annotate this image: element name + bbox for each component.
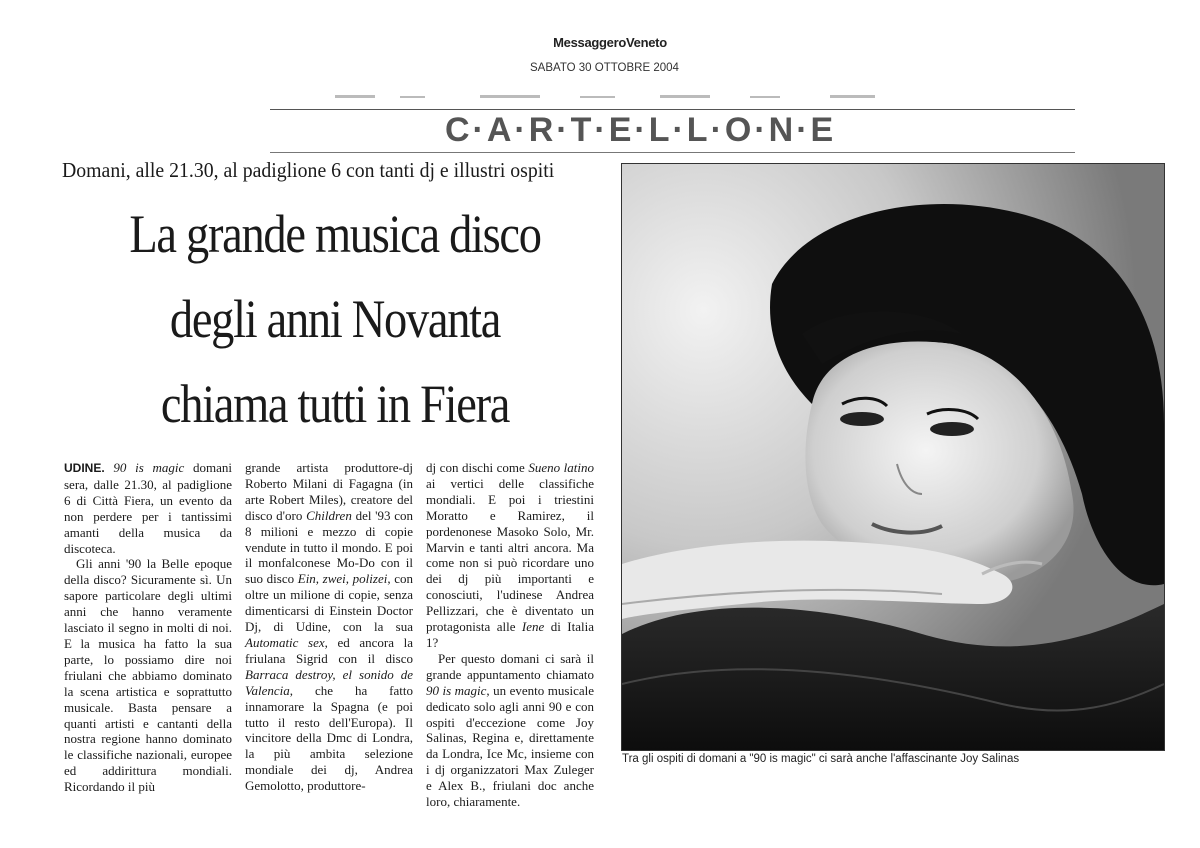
section-title: C·A·R·T·E·L·L·O·N·E: [445, 111, 837, 149]
headline-line-2: degli anni Novanta: [169, 289, 501, 349]
paragraph-text: Per questo domani ci sarà il grande appuntamento chiamato: [426, 650, 594, 682]
article-column-3: [426, 460, 594, 810]
headline: [45, 192, 625, 447]
paragraph-text: di Italia 1?: [426, 619, 595, 650]
section-rule-bottom: [270, 152, 1075, 153]
event-name: 90 is magic: [426, 682, 487, 698]
headline-line-1: La grande musica disco: [129, 204, 541, 264]
event-name: 90 is magic: [113, 460, 185, 475]
masthead-logo: MessaggeroVeneto: [553, 35, 667, 50]
title-ref: Iene: [521, 619, 545, 635]
paragraph-text: , un evento musicale dedicato solo agli anni 90 e con ospiti d'eccezione come Joy Salinas, Regina e, direttamente da Londra, Ice Mc, insieme con i dj organizzatori Max Zuleger e Alex B., friulani doc anche loro, chiaramente.: [426, 682, 594, 810]
paragraph-text: , che ha fatto innamorare la Spagna (e poi tutto il resto dell'Europa). Il vincitore della Dmc di Londra, la più ambita selezione mondiale dei dj, Andrea Gemolotto, produttore-: [245, 682, 413, 794]
portrait-illustration: [622, 164, 1164, 750]
kicker: Domani, alle 21.30, al padiglione 6 con tanti dj e illustri ospiti: [62, 158, 555, 182]
title-ref: Sueno latino: [528, 460, 594, 475]
title-ref: Barraca destroy, el sonido de Valencia: [245, 666, 413, 698]
headline-line-3: chiama tutti in Fiera: [160, 374, 510, 434]
paragraph-text: grande artista produttore-dj Roberto Milani di Fagagna (in arte Robert Miles), creatore del disco d'oro: [245, 460, 413, 523]
issue-date: SABATO 30 OTTOBRE 2004: [530, 62, 679, 74]
title-ref: Children: [306, 507, 352, 523]
dateline: UDINE.: [64, 461, 105, 475]
portrait-photo: [621, 163, 1165, 751]
photo-caption: Tra gli ospiti di domani a "90 is magic" ci sarà anche l'affascinante Joy Salinas: [622, 753, 1020, 765]
article-column-2: [245, 460, 413, 794]
paragraph-text: domani sera, dalle 21.30, al padiglione 6 di Città Fiera, un evento da non perdere per i tantissimi amanti della musica da discoteca.: [64, 460, 232, 556]
paragraph-text: ai vertici delle classifiche mondiali. E poi i triestini Moratto e Ramirez, il pordenonese Masoko Solo, Mr. Marvin e tanti altri ancora. Ma come non si può ricordare uno dei dj più importanti e conosciuti, l'udinese Andrea Pellizzari, che è diventato un protagonista alle: [426, 475, 594, 635]
article-column-1: [64, 460, 232, 795]
paragraph-text: del '93 con 8 milioni e mezzo di copie vendute in tutto il mondo. E poi il monfalconese Mo-Do con il suo disco: [245, 507, 414, 587]
title-ref: Ein, zwei, polizei: [297, 571, 388, 587]
paragraph-text: , ed ancora la friulana Sigrid con il disco: [245, 634, 413, 666]
paragraph-text: , con oltre un milione di copie, senza dimenticarsi di Einstein Doctor Dj, di Udine, con la sua: [245, 571, 413, 635]
scan-noise-decoration: [330, 92, 930, 102]
paragraph: Gli anni '90 la Belle epoque della disco? Sicuramente sì. Un sapore particolare degli ultimi anni che hanno veramente lasciato il segno in molti di noi. E la musica ha fatto la sua parte, lo possiamo dire noi friulani che abbiamo dominato la scena artistica e soprattutto musicale. Basta pensare a quanti artisti e cantanti della nostra regione hanno dominato le classifiche nazionali, europee ed addirittura mondiali. Ricordando il più: [64, 556, 232, 795]
paragraph-text: dj con dischi come: [426, 460, 525, 475]
title-ref: Automatic sex: [245, 634, 325, 650]
